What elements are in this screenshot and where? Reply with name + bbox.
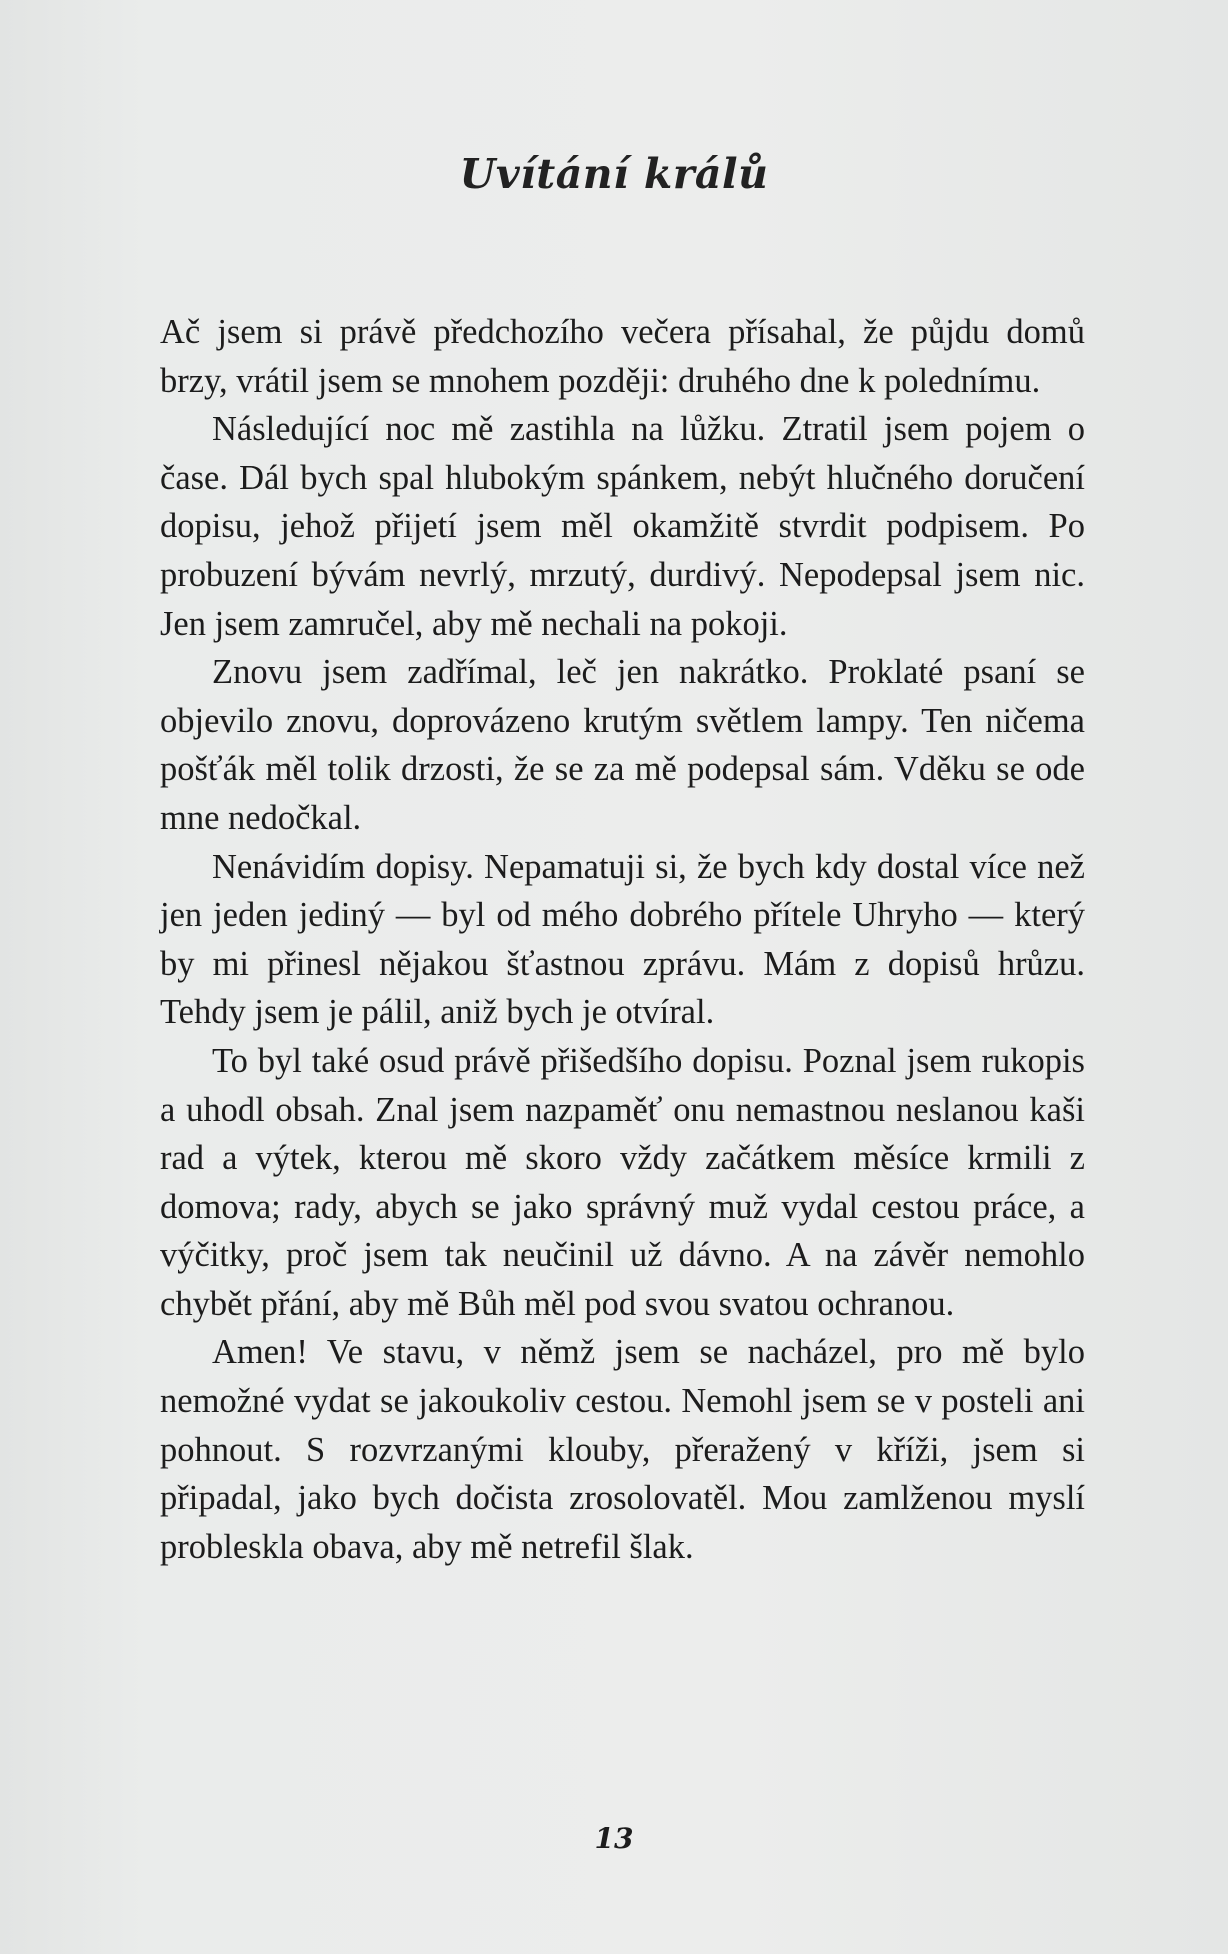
paragraph: To byl také osud právě přišedšího dopisu. Poznal jsem rukopis a uhodl obsah. Znal jsem nazpaměť onu nemastnou neslanou kaši rad a výtek, kterou mě skoro vždy začátkem měsíce krmili z domova; rady, abych se jako správný muž vydal cestou práce, a výčitky, proč jsem tak neučinil už dávno. A na závěr nemohlo chybět přání, aby mě Bůh měl pod svou svatou ochranou.	[160, 1041, 1085, 1323]
chapter-title: Uvítání králů	[459, 150, 769, 198]
paragraph: Ač jsem si právě předchozího večera přísahal, že půjdu domů brzy, vrátil jsem se mnohem později: druhého dne k polednímu.	[160, 313, 1085, 400]
paragraph: Následující noc mě zastihla na lůžku. Ztratil jsem pojem o čase. Dál bych spal hlubokým spánkem, nebýt hlučného doručení dopisu, jehož přijetí jsem měl okamžitě stvrdit podpisem. Po probuzení bývám nevrlý, mrzutý, durdivý. Nepodepsal jsem nic. Jen jsem zamručel, aby mě nechali na pokoji.	[160, 410, 1085, 643]
paragraph: Nenávidím dopisy. Nepamatuji si, že bych kdy dostal více než jen jeden jediný — byl od mého dobrého přítele Uhryho — který by mi přinesl nějakou šťastnou zprávu. Mám z dopisů hrůzu. Tehdy jsem je pálil, aniž bych je otvíral.	[160, 847, 1085, 1032]
page-number: 13	[594, 1822, 634, 1855]
paragraph: Znovu jsem zadřímal, leč jen nakrátko. Proklaté psaní se objevilo znovu, doprovázeno krutým světlem lampy. Ten ničema pošťák měl tolik drzosti, že se za mě podepsal sám. Vděku se ode mne nedočkal.	[160, 653, 1085, 837]
body-text	[160, 308, 1085, 1571]
paragraph: Amen! Ve stavu, v němž jsem se nacházel, pro mě bylo nemožné vydat se jakoukoliv cestou. Nemohl jsem se v posteli ani pohnout. S rozvrzanými klouby, přeražený v kříži, jsem si připadal, jako bych dočista zrosolovatěl. Mou zamlženou myslí probleskla obava, aby mě netrefil šlak.	[160, 1333, 1085, 1566]
